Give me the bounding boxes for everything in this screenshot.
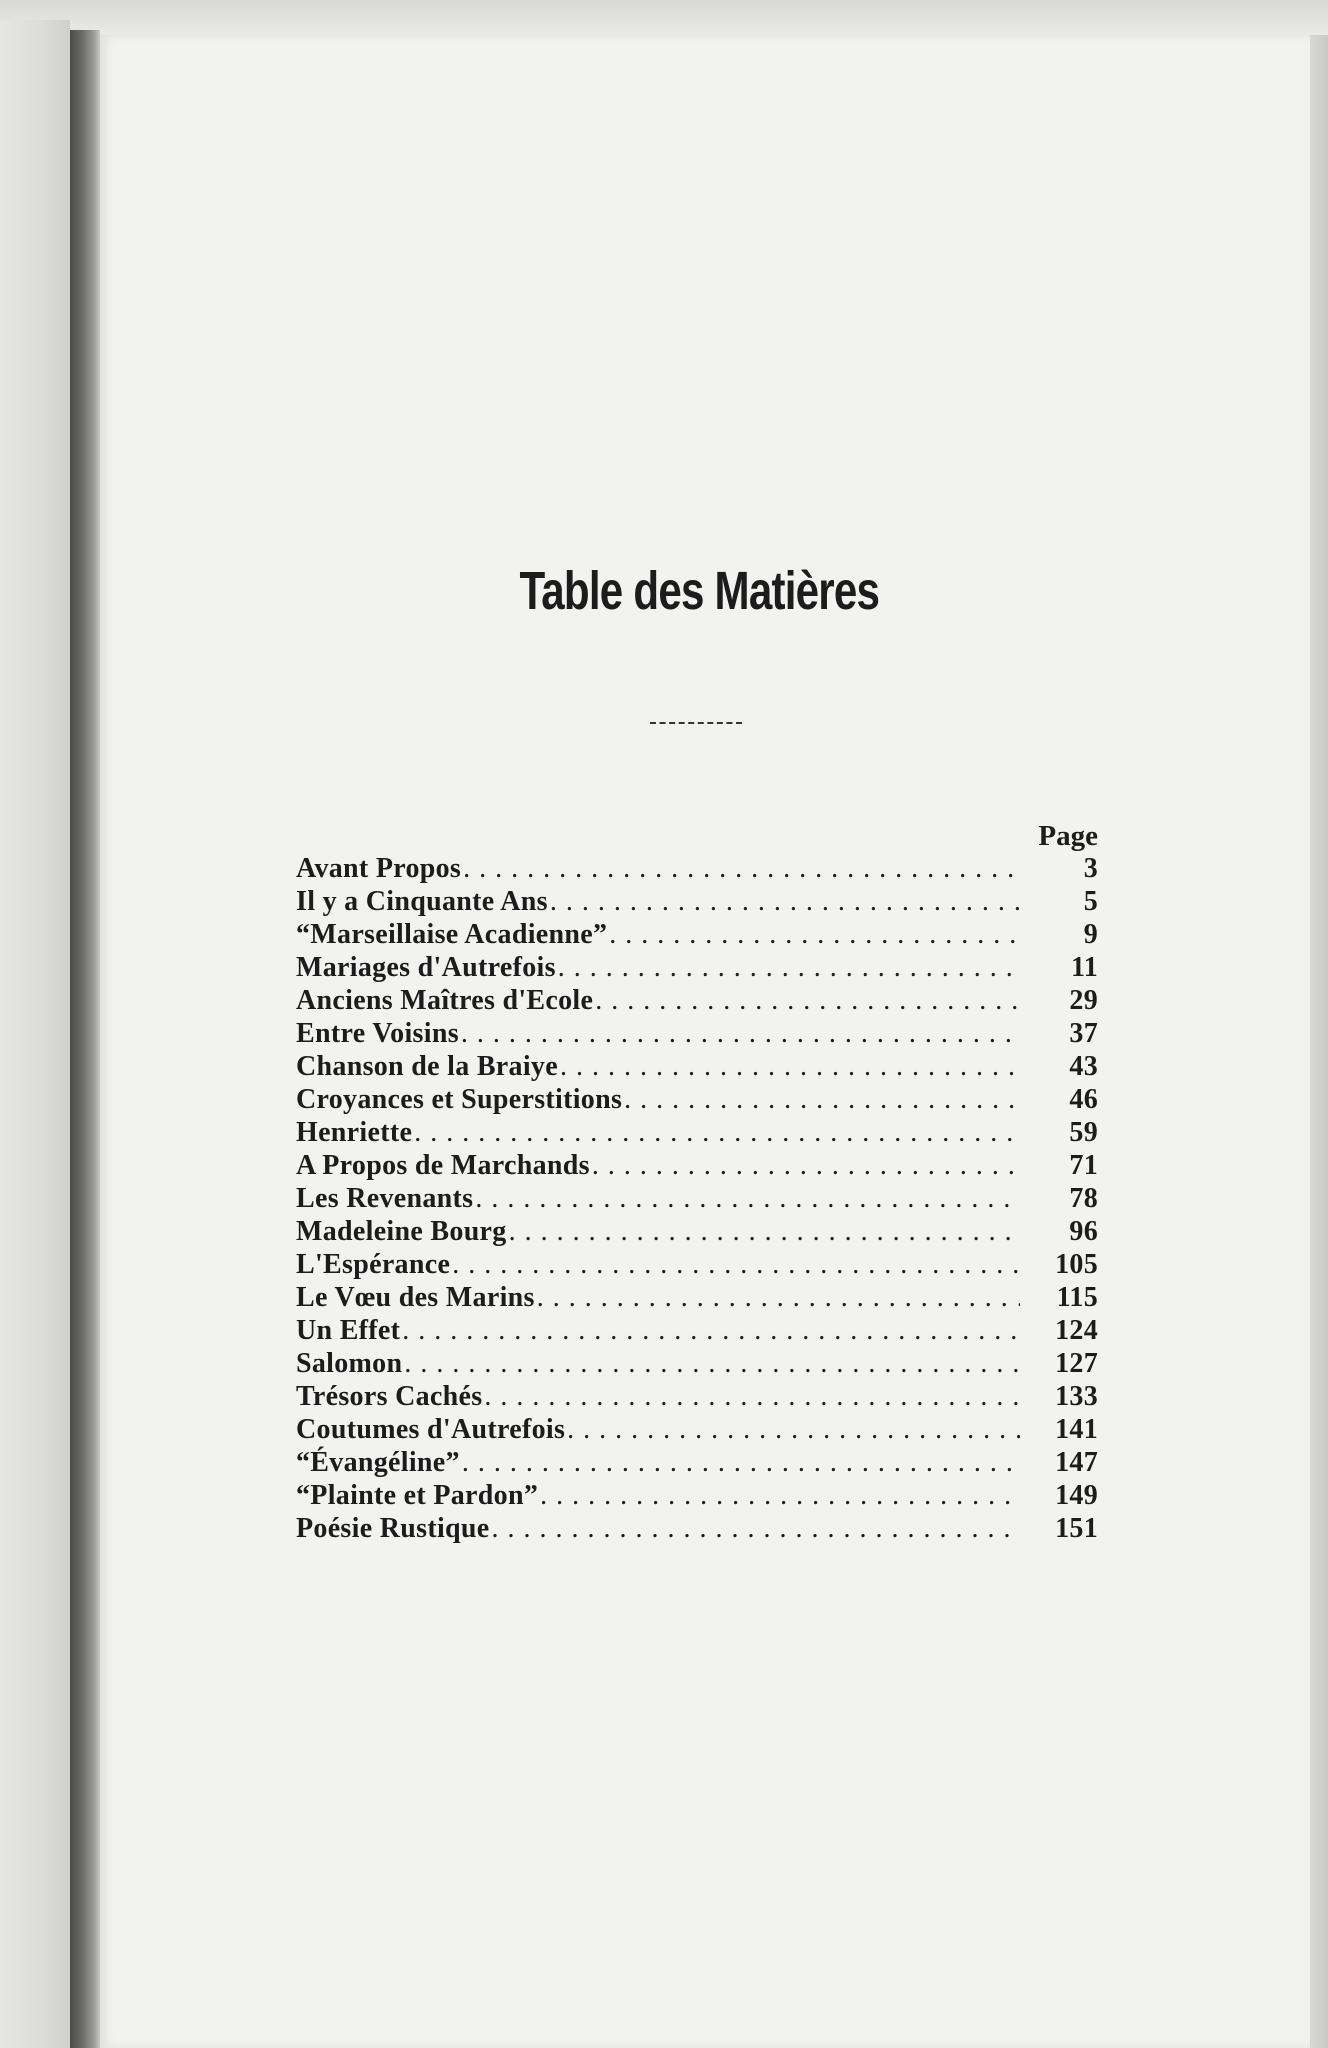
toc-entry-title: Mariages d'Autrefois: [296, 952, 556, 983]
toc-dot-leader: [540, 1479, 1020, 1512]
toc-dot-leader: [475, 1182, 1020, 1215]
toc-entry-page: 46: [1069, 1084, 1098, 1115]
toc-entry-title: Poésie Rustique: [296, 1513, 490, 1544]
toc-entry-title: “Marseillaise Acadienne”: [296, 919, 608, 950]
toc-dot-leader: [462, 1446, 1020, 1479]
toc-entry: [296, 1413, 1098, 1446]
toc-entry-title: Chanson de la Braiye: [296, 1051, 558, 1082]
toc-entry-page: 149: [1055, 1480, 1098, 1511]
toc-entry-page: 78: [1069, 1183, 1098, 1214]
toc-entry-page: 151: [1055, 1513, 1098, 1544]
toc-entry: [296, 1281, 1098, 1314]
toc-entry: [296, 885, 1098, 918]
toc-entry-page: 96: [1069, 1216, 1098, 1247]
toc-entry-page: 3: [1083, 853, 1098, 884]
page-right-edge: [1310, 35, 1328, 2048]
toc-entry: [296, 1182, 1098, 1215]
toc-entry-page: 147: [1055, 1447, 1098, 1478]
toc-entry-page: 127: [1055, 1348, 1098, 1379]
toc-entry-title: Avant Propos: [296, 853, 462, 884]
toc-entry: [296, 1215, 1098, 1248]
toc-dot-leader: [592, 1149, 1020, 1182]
book-gutter: [70, 30, 100, 2048]
toc-dot-leader: [452, 1248, 1020, 1281]
toc-entry-title: Henriette: [296, 1117, 413, 1148]
toc-entry-page: 5: [1083, 886, 1098, 917]
toc-dot-leader: [567, 1413, 1020, 1446]
toc-entry-page: 115: [1056, 1282, 1098, 1313]
toc-entry-title: Il y a Cinquante Ans: [296, 886, 548, 917]
toc-entry: [296, 918, 1098, 951]
page-column-label: Page: [1038, 820, 1098, 852]
toc-entry-title: Les Revenants: [296, 1183, 474, 1214]
toc-entry-title: Croyances et Superstitions: [296, 1084, 623, 1115]
toc-entry-title: L'Espérance: [296, 1249, 451, 1280]
toc-dot-leader: [537, 1281, 1020, 1314]
toc-entry-page: 37: [1069, 1018, 1098, 1049]
toc-dot-leader: [402, 1314, 1020, 1347]
toc-entry-page: 141: [1055, 1414, 1098, 1445]
toc-entry-page: 59: [1069, 1117, 1098, 1148]
toc-entry-page: 29: [1069, 985, 1098, 1016]
toc-entry-title: Entre Voisins: [296, 1018, 459, 1049]
toc-dot-leader: [461, 1017, 1020, 1050]
toc-entry-title: Un Effet: [296, 1315, 401, 1346]
toc-entry-title: Madeleine Bourg: [296, 1216, 507, 1247]
toc-dot-leader: [414, 1116, 1020, 1149]
toc-dot-leader: [404, 1347, 1020, 1380]
toc-entry: [296, 1479, 1098, 1512]
toc-dot-leader: [595, 984, 1020, 1017]
toc-entry: [296, 1512, 1098, 1545]
scan-top-shadow: [0, 0, 1328, 40]
toc-entry: [296, 1017, 1098, 1050]
page-title: Table des Matières: [519, 561, 880, 621]
toc-entry: [296, 1149, 1098, 1182]
toc-entry-title: Salomon: [296, 1348, 403, 1379]
toc-entry-title: “Évangéline”: [296, 1447, 460, 1478]
toc-dot-leader: [560, 1050, 1020, 1083]
toc-entry-page: 133: [1055, 1381, 1098, 1412]
toc-entry: [296, 1446, 1098, 1479]
toc-entry: [296, 1050, 1098, 1083]
toc-entry-title: Trésors Cachés: [296, 1381, 483, 1412]
toc-entry: [296, 1380, 1098, 1413]
toc-entry-page: 71: [1069, 1150, 1098, 1181]
toc-entry: [296, 852, 1098, 885]
toc-entry-page: 9: [1083, 919, 1098, 950]
toc-entry-page: 43: [1069, 1051, 1098, 1082]
toc-entry: [296, 1314, 1098, 1347]
toc-entry-title: Coutumes d'Autrefois: [296, 1414, 566, 1445]
toc-entry-page: 124: [1055, 1315, 1098, 1346]
toc-dot-leader: [558, 951, 1020, 984]
facing-page-edge: [0, 20, 70, 2048]
toc-entry-title: A Propos de Marchands: [296, 1150, 590, 1181]
toc-entry: [296, 984, 1098, 1017]
toc-entry-page: 105: [1055, 1249, 1098, 1280]
toc-dot-leader: [609, 918, 1020, 951]
toc-dot-leader: [509, 1215, 1020, 1248]
toc-entry-page: 11: [1070, 952, 1098, 983]
toc-entry-title: Anciens Maîtres d'Ecole: [296, 985, 594, 1016]
toc-entry: [296, 1083, 1098, 1116]
toc-entry: [296, 1347, 1098, 1380]
toc-dot-leader: [492, 1512, 1021, 1545]
toc-entry: [296, 1248, 1098, 1281]
toc-entries: [296, 852, 1098, 1545]
toc-dot-leader: [463, 852, 1020, 885]
toc-entry: [296, 1116, 1098, 1149]
toc-entry-title: “Plainte et Pardon”: [296, 1480, 539, 1511]
toc-dot-leader: [624, 1083, 1020, 1116]
title-separator: [650, 722, 742, 724]
toc-entry: [296, 951, 1098, 984]
toc-entry-title: Le Vœu des Marins: [296, 1282, 535, 1313]
toc-dot-leader: [484, 1380, 1020, 1413]
table-of-contents: [296, 820, 1098, 1545]
toc-dot-leader: [550, 885, 1020, 918]
